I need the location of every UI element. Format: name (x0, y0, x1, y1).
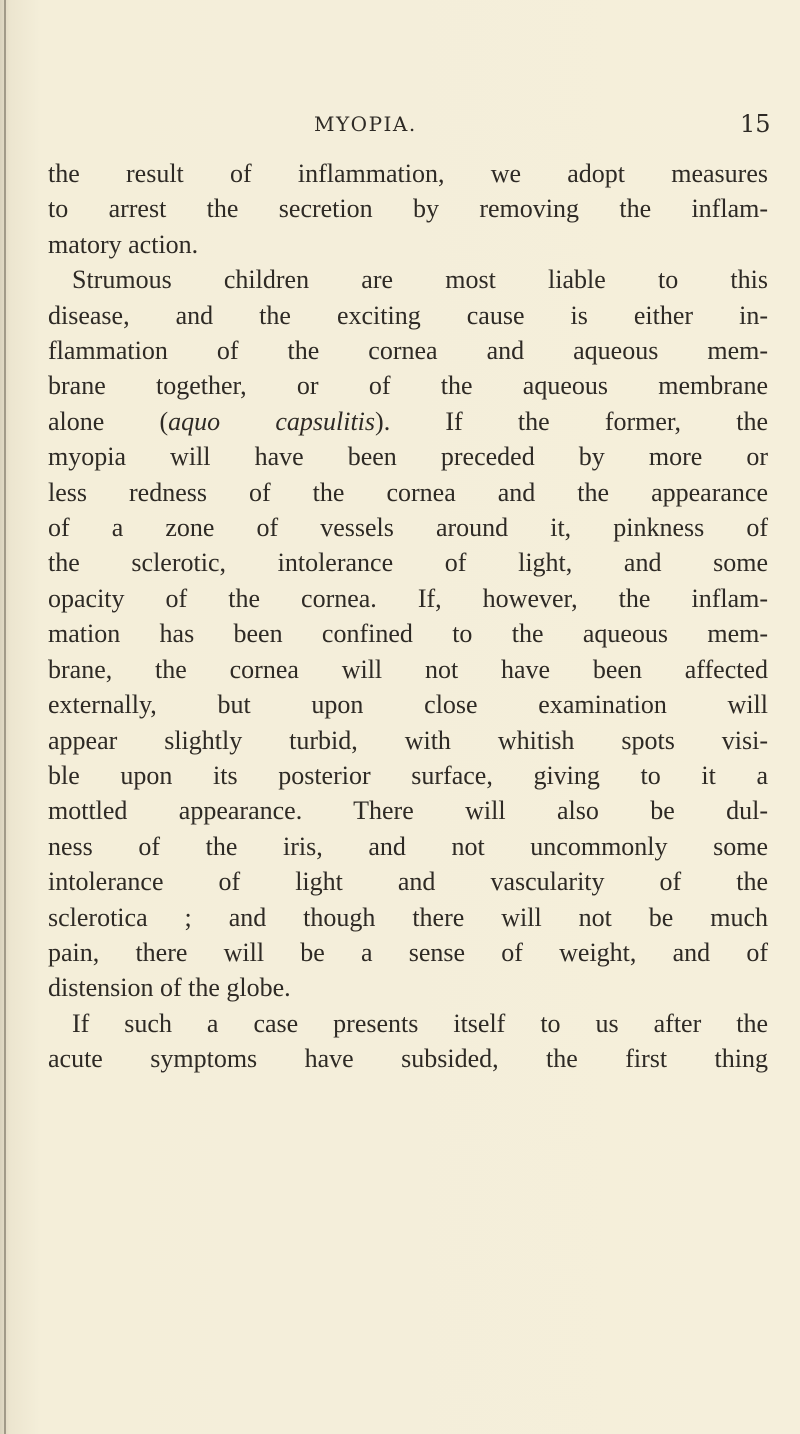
running-title: MYOPIA. (314, 112, 417, 136)
text-line: mottled appearance. There will also be dul- (48, 796, 768, 826)
text-line: appear slightly turbid, with whitish spots visi- (48, 725, 768, 755)
paragraph (48, 156, 768, 262)
text-line: brane together, or of the aqueous membrane (48, 371, 768, 401)
text-line: less redness of the cornea and the appearance (48, 477, 768, 507)
text-line: the sclerotic, intolerance of light, and some (48, 548, 768, 578)
text-line: sclerotica ; and though there will not be much (48, 902, 768, 932)
text-line: disease, and the exciting cause is either in- (48, 300, 768, 330)
page-number: 15 (740, 110, 771, 138)
text-line: ness of the iris, and not uncommonly some (48, 831, 768, 861)
text-line: to arrest the secretion by removing the inflam- (48, 194, 768, 224)
text-line (48, 404, 768, 439)
italic-term: aquo capsulitis (168, 406, 376, 436)
text-segment: alone ( (48, 406, 169, 436)
text-line: flammation of the cornea and aqueous mem- (48, 336, 768, 366)
text-line: matory action. (48, 229, 199, 259)
body-text (48, 156, 768, 1077)
text-line: brane, the cornea will not have been affected (48, 654, 768, 684)
text-line: ble upon its posterior surface, giving to it a (48, 760, 768, 790)
text-line: externally, but upon close examination will (48, 690, 768, 720)
text-line: pain, there will be a sense of weight, and of (48, 937, 768, 967)
text-line: distension of the globe. (48, 973, 291, 1003)
text-line: intolerance of light and vascularity of the (48, 867, 768, 897)
page-header (0, 112, 800, 142)
text-segment: ). If the former, the (375, 406, 769, 436)
text-line: the result of inflammation, we adopt measures (48, 159, 768, 188)
paragraph (48, 262, 768, 1006)
text-line: of a zone of vessels around it, pinkness of (48, 513, 768, 543)
paragraph (48, 1006, 768, 1077)
text-line: If such a case presents itself to us after the (72, 1008, 768, 1038)
text-line: Strumous children are most liable to this (72, 265, 768, 295)
text-line: acute symptoms have subsided, the first thing (48, 1044, 768, 1074)
text-line: mation has been confined to the aqueous mem- (48, 619, 768, 649)
text-line: opacity of the cornea. If, however, the inflam- (48, 583, 768, 613)
text-line: myopia will have been preceded by more or (48, 442, 768, 472)
page-gutter-shadow (4, 0, 6, 1434)
